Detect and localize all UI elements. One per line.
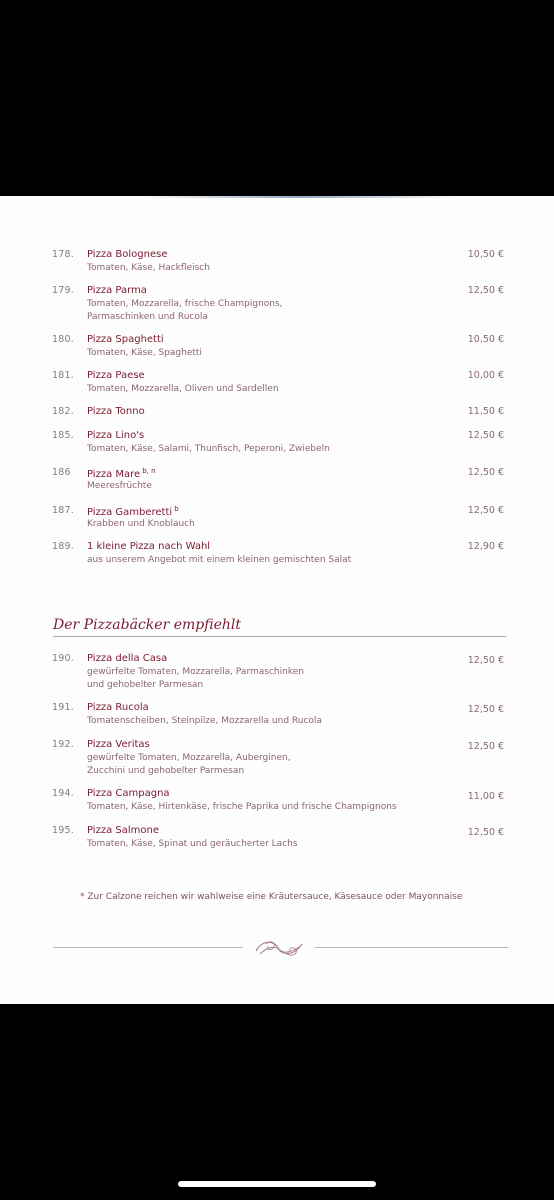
item-price: 12,50 €: [467, 285, 504, 296]
item-name: Pizza Lino's: [87, 430, 145, 441]
description-line: Tomaten, Mozzarella, frische Champignons,: [87, 299, 283, 309]
item-description: [87, 838, 447, 851]
item-number: 180.: [52, 334, 74, 345]
item-price: 12,90 €: [467, 541, 504, 552]
item-number: 178.: [52, 249, 74, 260]
item-price: 12,50 €: [467, 505, 504, 516]
item-number: 182.: [52, 406, 74, 417]
item-name: 1 kleine Pizza nach Wahl: [87, 541, 211, 552]
item-name: Pizza Rucola: [87, 702, 149, 713]
item-number: 185.: [52, 430, 74, 441]
item-name: Pizza Bolognese: [87, 249, 168, 260]
item-name: Pizza Mare $^{b, n}$: [87, 467, 156, 480]
description-line: Zucchini und gehobelter Parmesan: [87, 765, 245, 776]
allergen-marker: b: [174, 505, 179, 513]
item-name: Pizza Spaghetti: [87, 334, 164, 345]
calzone-footnote: * Zur Calzone reichen wir wahlweise eine Kräutersauce, Käsesauce oder Mayonnaise: [80, 892, 463, 902]
item-description: [87, 298, 447, 323]
ornament-line-right: [315, 947, 508, 948]
item-price: 12,50 €: [467, 827, 504, 838]
item-number: 195.: [52, 825, 74, 836]
description-line: Tomaten, Käse, Hackfleisch: [87, 263, 210, 273]
description-line: Tomaten, Käse, Spaghetti: [87, 348, 202, 358]
item-number: 192.: [52, 739, 74, 750]
item-number: 179.: [52, 285, 74, 296]
description-line: gewürfelte Tomaten, Mozzarella, Parmaschinken: [87, 667, 304, 677]
description-line: Krabben und Knoblauch: [87, 519, 195, 529]
home-indicator[interactable]: [178, 1181, 376, 1187]
item-price: 12,50 €: [467, 430, 504, 441]
section-divider: [53, 636, 506, 637]
item-price: 12,50 €: [467, 467, 504, 478]
item-name: Pizza Campagna: [87, 788, 170, 799]
ornament-line-left: [53, 947, 243, 948]
item-name: Pizza Paese: [87, 370, 145, 381]
item-price: 10,00 €: [467, 370, 504, 381]
item-name: Pizza Veritas: [87, 739, 150, 750]
black-bottom-bar: [0, 1004, 554, 1200]
item-name: Pizza Tonno: [87, 406, 145, 417]
page-edge-highlight: [140, 196, 460, 198]
item-number: 186: [52, 467, 71, 478]
item-description: [87, 518, 447, 531]
item-number: 190.: [52, 653, 74, 664]
item-description: [87, 443, 447, 456]
item-number: 187.: [52, 505, 74, 516]
description-line: Tomaten, Käse, Spinat und geräucherter Lachs: [87, 839, 298, 849]
item-price: 11,00 €: [467, 791, 504, 802]
description-line: Meeresfrüchte: [87, 481, 152, 491]
description-line: aus unserem Angebot mit einem kleinen gemischten Salat: [87, 555, 352, 565]
item-description: [87, 347, 447, 360]
item-price: 12,50 €: [467, 704, 504, 715]
item-number: 191.: [52, 702, 74, 713]
item-description: [87, 715, 447, 728]
item-price: 12,50 €: [467, 741, 504, 752]
description-line: Tomaten, Käse, Salami, Thunfisch, Peperoni, Zwiebeln: [87, 444, 330, 454]
item-name: Pizza Gamberetti $^b$: [87, 505, 179, 518]
item-description: [87, 801, 447, 814]
description-line: und gehobelter Parmesan: [87, 679, 204, 690]
item-name: Pizza Salmone: [87, 825, 159, 836]
item-price: 10,50 €: [467, 249, 504, 260]
black-top-bar: [0, 0, 554, 196]
item-description: [87, 554, 447, 567]
section-title: Der Pizzabäcker empfiehlt: [53, 617, 241, 633]
description-line: Parmaschinken und Rucola: [87, 311, 208, 322]
description-line: Tomatenscheiben, Steinpilze, Mozzarella und Rucola: [87, 716, 322, 726]
item-description: [87, 752, 447, 777]
item-number: 194.: [52, 788, 74, 799]
item-number: 181.: [52, 370, 74, 381]
item-description: [87, 383, 447, 396]
item-name: Pizza Parma: [87, 285, 147, 296]
item-description: [87, 480, 447, 493]
item-description: [87, 262, 447, 275]
item-price: 12,50 €: [467, 655, 504, 666]
flourish-ornament-icon: [252, 936, 308, 960]
description-line: Tomaten, Mozzarella, Oliven und Sardellen: [87, 384, 279, 394]
item-price: 10,50 €: [467, 334, 504, 345]
description-line: Tomaten, Käse, Hirtenkäse, frische Paprika und frische Champignons: [87, 802, 397, 812]
item-price: 11,50 €: [467, 406, 504, 417]
item-description: [87, 666, 447, 691]
description-line: gewürfelte Tomaten, Mozzarella, Auberginen,: [87, 753, 291, 763]
item-number: 189.: [52, 541, 74, 552]
item-name: Pizza della Casa: [87, 653, 168, 664]
allergen-marker: b, n: [142, 467, 156, 475]
